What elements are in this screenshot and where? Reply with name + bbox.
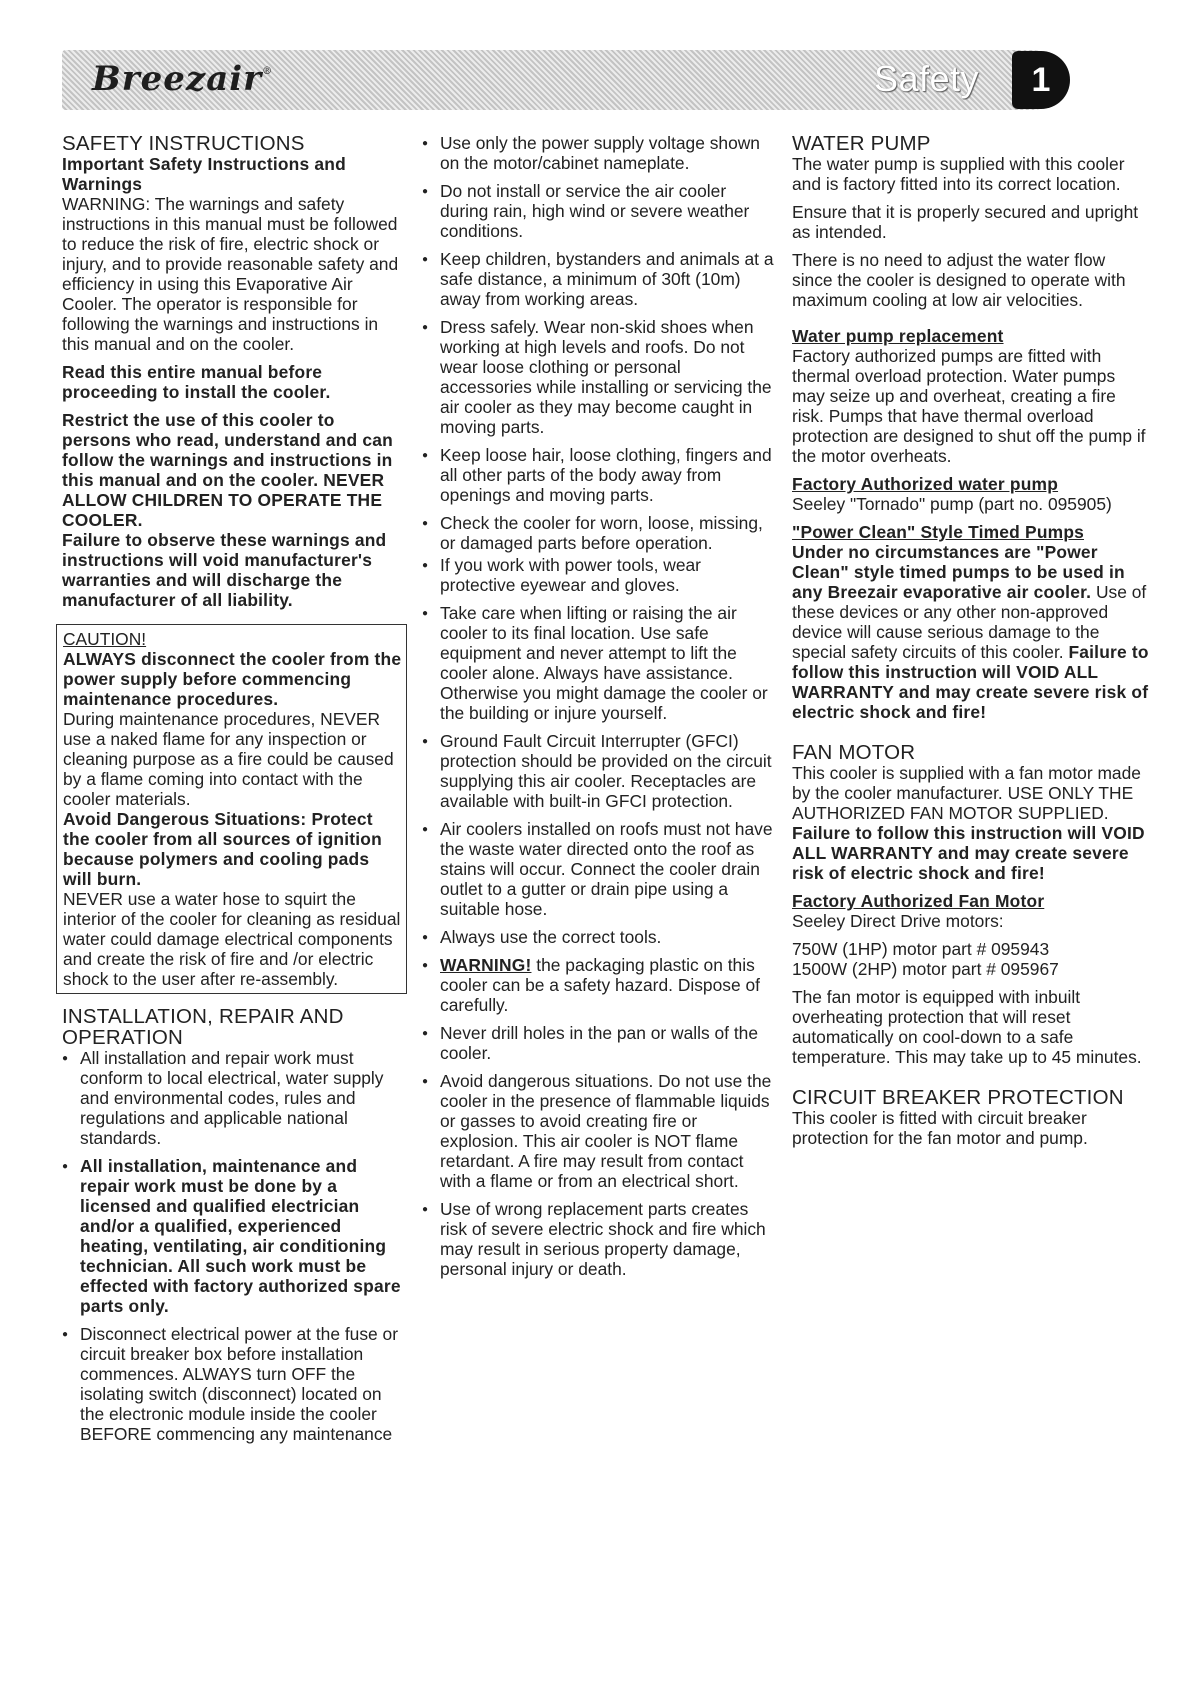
caution-heading-2: Avoid Dangerous Situations: Protect the cooler from all sources of ignition because polymers and cooling pads will burn. bbox=[63, 809, 382, 889]
safety-bullet: ● Keep loose hair, loose clothing, fingers and all other parts of the body away from openings and moving parts. bbox=[422, 445, 774, 505]
safety-subtitle: Important Safety Instructions and Warnings bbox=[62, 154, 346, 194]
fan-motor-part-1: 750W (1HP) motor part # 095943 bbox=[792, 939, 1050, 959]
power-clean-bold-2: Failure to follow this instruction will VOID ALL WARRANTY and may create severe risk of electric shock and fire! bbox=[792, 642, 1149, 722]
power-clean-text: Use of these devices or any other non-approved device will cause serious damage to the special safety circuits of this cooler. bbox=[792, 582, 1147, 662]
water-pump-text-1: The water pump is supplied with this cooler and is factory fitted into its correct location. bbox=[792, 154, 1125, 194]
column-2 bbox=[422, 133, 774, 1287]
authorized-pump-text: Seeley "Tornado" pump (part no. 095905) bbox=[792, 494, 1112, 514]
pump-replacement-text: Factory authorized pumps are fitted with thermal overload protection. Water pumps may seize up and overheat, creating a fire risk. Pumps that have thermal overload protection are designed to shut off the pump if the motor overheats. bbox=[792, 346, 1146, 466]
water-pump-text-3: There is no need to adjust the water flow since the cooler is designed to operate with maximum cooling at low air velocities. bbox=[792, 250, 1126, 310]
brand-logo-text: Breezair bbox=[92, 59, 263, 99]
caution-label: CAUTION! bbox=[63, 629, 147, 649]
caution-text-1: During maintenance procedures, NEVER use a naked flame for any inspection or cleaning purpose as a fire could be caused by a flame coming into contact with the cooler materials. bbox=[63, 709, 394, 809]
registered-mark: ® bbox=[262, 65, 274, 77]
safety-bullet: ● Use of wrong replacement parts creates risk of severe electric shock and fire which may result in serious property damage, personal injury or death. bbox=[422, 1199, 774, 1279]
caution-box bbox=[56, 624, 407, 994]
water-pump-heading: WATER PUMP bbox=[792, 132, 931, 155]
fan-motor-drive-text: Seeley Direct Drive motors: bbox=[792, 911, 1004, 931]
water-pump-text-2: Ensure that it is properly secured and upright as intended. bbox=[792, 202, 1139, 242]
safety-bullet: ● Check the cooler for worn, loose, missing, or damaged parts before operation. bbox=[422, 513, 774, 553]
circuit-breaker-heading: CIRCUIT BREAKER PROTECTION bbox=[792, 1086, 1124, 1109]
power-clean-heading: "Power Clean" Style Timed Pumps bbox=[792, 522, 1085, 542]
read-manual-note: Read this entire manual before proceeding to install the cooler. bbox=[62, 362, 331, 402]
page-header bbox=[62, 50, 1062, 110]
failure-note: Failure to observe these warnings and instructions will void manufacturer's warranties and will discharge the manufacturer of all liability. bbox=[62, 530, 387, 610]
restrict-use-note: Restrict the use of this cooler to persons who read, understand and can follow the warnings and instructions in this manual and on the cooler. NEVER ALLOW CHILDREN TO OPERATE THE COOLER. bbox=[62, 410, 393, 530]
authorized-fan-motor-heading: Factory Authorized Fan Motor bbox=[792, 891, 1045, 911]
caution-heading: ALWAYS disconnect the cooler from the power supply before commencing maintenance procedures. bbox=[63, 649, 402, 709]
fan-motor-part-2: 1500W (2HP) motor part # 095967 bbox=[792, 959, 1059, 979]
authorized-pump-heading: Factory Authorized water pump bbox=[792, 474, 1059, 494]
safety-instructions-heading: SAFETY INSTRUCTIONS bbox=[62, 132, 305, 155]
safety-bullet: ● Keep children, bystanders and animals at a safe distance, a minimum of 30ft (10m) away from working areas. bbox=[422, 249, 774, 309]
section-title: Safety bbox=[874, 58, 980, 99]
caution-text-2: NEVER use a water hose to squirt the interior of the cooler for cleaning as residual water could damage electrical components and create the risk of fire and /or electric shock to the user after re-assembly. bbox=[63, 889, 401, 989]
circuit-breaker-text: This cooler is fitted with circuit breaker protection for the fan motor and pump. bbox=[792, 1108, 1088, 1148]
column-3 bbox=[792, 133, 1150, 1156]
safety-bullet: ● Never drill holes in the pan or walls of the cooler. bbox=[422, 1023, 774, 1063]
packaging-warning-bullet bbox=[422, 955, 774, 1015]
safety-bullet: ● Always use the correct tools. bbox=[422, 927, 774, 947]
safety-bullet: ● Dress safely. Wear non-skid shoes when working at high levels and roofs. Do not wear loose clothing or personal accessories while installing or servicing the air cooler as they may become caught in moving parts. bbox=[422, 317, 774, 437]
packaging-warning-text: the packaging plastic on this cooler can be a safety hazard. Dispose of carefully. bbox=[440, 955, 760, 1015]
safety-bullet: ● Ground Fault Circuit Interrupter (GFCI) protection should be provided on the circuit supplying this air cooler. Receptacles are available with built-in GFCI protection. bbox=[422, 731, 774, 811]
safety-bullet: ● Do not install or service the air cooler during rain, high wind or severe weather conditions. bbox=[422, 181, 774, 241]
fan-motor-text-2: The fan motor is equipped with inbuilt overheating protection that will reset automatically on cool-down to a safe temperature. This may take up to 45 minutes. bbox=[792, 987, 1142, 1067]
safety-bullet: ● If you work with power tools, wear protective eyewear and gloves. bbox=[422, 555, 774, 595]
install-bullet-3: ● Disconnect electrical power at the fuse or circuit breaker box before installation commences. ALWAYS turn OFF the isolating switch (disconnect) located on the electronic module inside the cooler BEFORE commencing any maintenance bbox=[62, 1324, 407, 1444]
install-bullet-2: ● All installation, maintenance and repair work must be done by a licensed and qualified electrician and/or a qualified, experienced heating, ventilating, air conditioning technician. All such work must be effected with factory authorized spare parts only. bbox=[62, 1156, 407, 1316]
fan-motor-bold-warning: Failure to follow this instruction will VOID ALL WARRANTY and may create severe risk of electric shock and fire! bbox=[792, 823, 1145, 883]
install-bullet-1: ● All installation and repair work must conform to local electrical, water supply and environmental codes, rules and regulations and applicable national standards. bbox=[62, 1048, 407, 1148]
safety-bullet: ● Use only the power supply voltage shown on the motor/cabinet nameplate. bbox=[422, 133, 774, 173]
packaging-warning-label: WARNING! bbox=[440, 955, 532, 975]
fan-motor-heading: FAN MOTOR bbox=[792, 741, 916, 764]
warning-paragraph: WARNING: The warnings and safety instructions in this manual must be followed to reduce the risk of fire, electric shock or injury, and to provide reasonable safety and efficiency in using this Evaporative Air Cooler. The operator is responsible for following the warnings and instructions in this manual and on the cooler. bbox=[62, 194, 399, 354]
safety-bullet: ● Air coolers installed on roofs must not have the waste water directed onto the roof as stains will occur. Connect the cooler drain outlet to a gutter or drain pipe using a suitable hose. bbox=[422, 819, 774, 919]
safety-bullet: ● Avoid dangerous situations. Do not use the cooler in the presence of flammable liquids or gasses to avoid creating fire or explosion. This air cooler is NOT flame retardant. A fire may result from contact with a flame or from an electrical short. bbox=[422, 1071, 774, 1191]
pump-replacement-heading: Water pump replacement bbox=[792, 326, 1004, 346]
power-clean-bold-1: Under no circumstances are "Power Clean" style timed pumps to be used in any Breezair evaporative air cooler. bbox=[792, 542, 1125, 602]
fan-motor-text-1: This cooler is supplied with a fan motor made by the cooler manufacturer. USE ONLY THE AUTHORIZED FAN MOTOR SUPPLIED. bbox=[792, 763, 1141, 823]
column-1 bbox=[62, 133, 407, 1452]
brand-logo bbox=[92, 59, 273, 99]
safety-bullet: ● Take care when lifting or raising the air cooler to its final location. Use safe equipment and never attempt to lift the cooler alone. Always have assistance. Otherwise you might damage the cooler or the building or injure yourself. bbox=[422, 603, 774, 723]
power-clean-paragraph bbox=[792, 542, 1150, 722]
installation-heading: INSTALLATION, REPAIR AND OPERATION bbox=[62, 1005, 344, 1049]
section-number-badge: 1 bbox=[1012, 51, 1070, 109]
